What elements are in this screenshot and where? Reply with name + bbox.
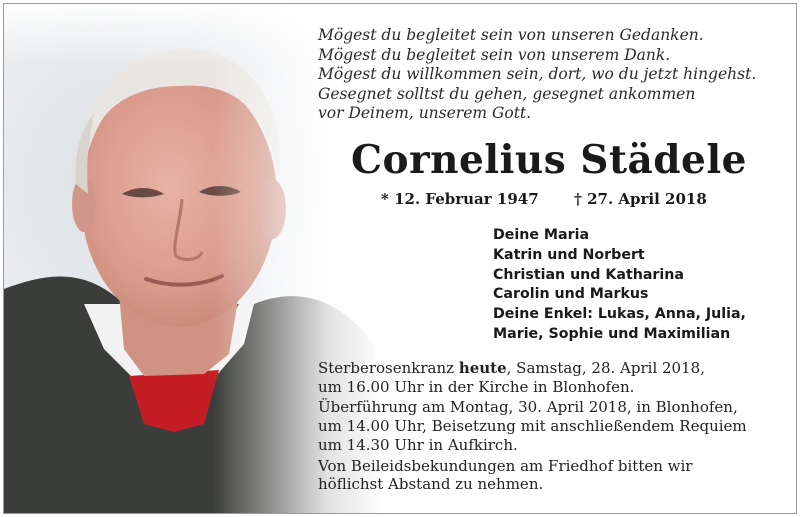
condolence-line: Von Beileidsbekundungen am Friedhof bitten wir <box>318 456 693 475</box>
obituary-frame <box>3 3 797 514</box>
poem-line: Mögest du begleitet sein von unseren Gedanken. <box>318 26 704 44</box>
transfer-line: um 14.30 Uhr in Aufkirch. <box>318 435 518 454</box>
family-line: Carolin und Markus <box>493 286 649 303</box>
poem <box>318 26 788 124</box>
poem-line: Mögest du begleitet sein von unserem Dank. <box>318 45 671 64</box>
rosary-line-1 <box>318 359 797 378</box>
condolence-notice <box>318 457 797 494</box>
poem-line: vor Deinem, unserem Gott. <box>318 104 532 123</box>
death-date: † 27. April 2018 <box>574 190 707 208</box>
family-line: Katrin und Norbert <box>493 246 645 263</box>
family-list <box>493 226 746 345</box>
rosary-suffix: , Samstag, 28. April 2018, <box>506 359 705 377</box>
rosary-notice <box>318 359 797 396</box>
family-line: Deine Maria <box>493 227 590 243</box>
family-line: Christian und Katharina <box>493 266 684 283</box>
deceased-name: Cornelius Städele <box>351 137 747 183</box>
transfer-line: um 14.00 Uhr, Beisetzung mit anschließendem Requiem <box>318 417 747 436</box>
service-notes <box>318 359 797 496</box>
poem-line: Mögest du willkommen sein, dort, wo du jetzt hingehst. <box>318 65 757 84</box>
transfer-line: Überführung am Montag, 30. April 2018, in Blonhofen, <box>318 398 738 417</box>
birth-date: * 12. Februar 1947 <box>381 190 539 208</box>
rosary-today: heute <box>458 359 507 377</box>
transfer-notice <box>318 398 797 454</box>
rosary-prefix: Sterberosenkranz <box>318 359 459 377</box>
rosary-line-2: um 16.00 Uhr in der Kirche in Blonhofen. <box>318 377 635 396</box>
condolence-line: höflichst Abstand zu nehmen. <box>318 475 544 494</box>
family-line: Marie, Sophie und Maximilian <box>493 325 731 342</box>
poem-line: Gesegnet solltst du gehen, gesegnet ankommen <box>318 84 696 103</box>
family-line: Deine Enkel: Lukas, Anna, Julia, <box>493 306 746 323</box>
